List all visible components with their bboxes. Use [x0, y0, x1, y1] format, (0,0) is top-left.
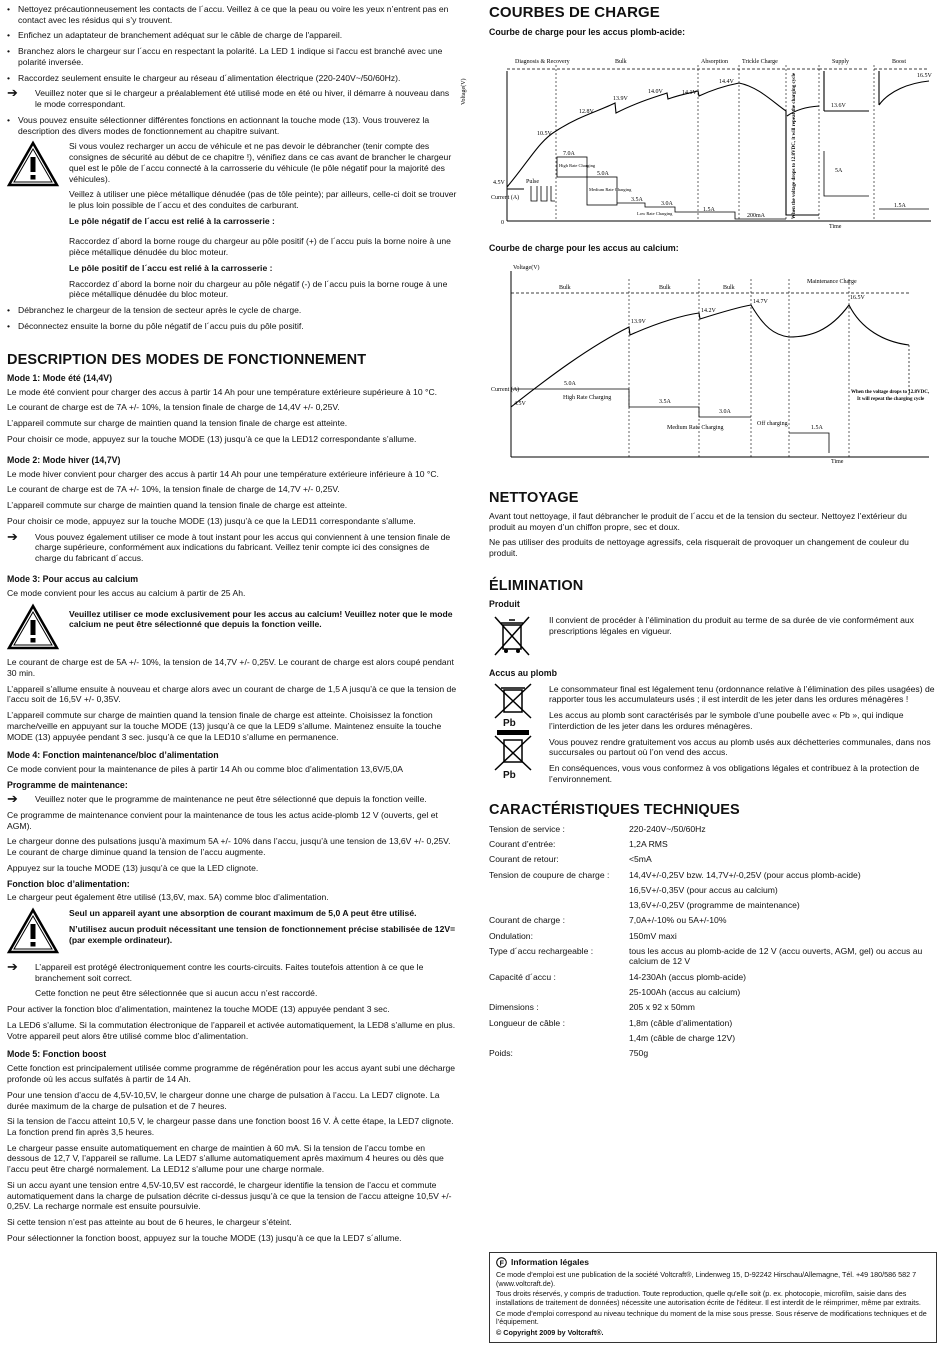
paragraph: Cette fonction est principalement utilisée comme programme de régénération pour les accus ayant subi une décharge profonde où les accus sulfatés à partir de 14 Ah. [7, 1063, 456, 1085]
spec-value: 1,8m (câble d’alimentation) [629, 1017, 733, 1028]
phase-label: Bulk [723, 284, 735, 291]
list-item: • Vous pouvez ensuite sélectionner différentes fonctions en actionnant la touche mode (13). Vous trouverez la description des divers modes de fonctionnement au chapitre suivant. [7, 115, 458, 136]
spec-label: Tension de coupure de charge : [489, 869, 610, 880]
paragraph: L’appareil s’allume ensuite à nouveau et charge alors avec un courant de charge de 1,5 A jusqu’à ce que la tension de l’accu soit de 16,5V +/- 0,35V. [7, 683, 457, 705]
spec-value: 13,6V+/-0,25V (programme de maintenance) [629, 900, 800, 911]
current-label: 7.0A [563, 150, 575, 157]
warning-icon [7, 908, 59, 957]
list-item: • Déconnectez ensuite la borne du pôle négatif de l´accu puis du pôle positif. [7, 321, 458, 332]
spec-label [489, 1033, 629, 1043]
paragraph: Pour une tension d’accu de 4,5V-10,5V, le chargeur donne une charge de pulsation à l’accu. La LED7 clignote. La durée maximum de la charge de pulsation et de 7 heures. [7, 1089, 440, 1111]
calcium-charge-chart [489, 257, 935, 465]
voltage-label: 10.5V [537, 130, 552, 137]
section-title: CARACTÉRISTIQUES TECHNIQUES [489, 802, 740, 819]
svg-text:F: F [499, 1260, 504, 1268]
info-f-icon [496, 1257, 507, 1268]
mode-title: Mode 3: Pour accus au calcium [7, 573, 139, 584]
spec-value: tous les accus au plomb-acide de 12 V (accu ouverts, AGM, gel) ou accus au calcium de 12 V [629, 946, 923, 967]
paragraph: Pour choisir ce mode, appuyez sur la touche MODE (13) jusqu’à ce que la LED11 correspondante s’allume. [7, 515, 416, 526]
spec-label: Courant de charge : [489, 915, 565, 926]
paragraph: Le courant de charge est de 5A +/- 10%, la tension de 14,7V +/- 0,25V. Le courant de charge est alors coupé pendant 30 min. [7, 657, 454, 678]
paragraph: Appuyez sur la touche MODE (13) jusqu’à ce que la LED clignote. [7, 862, 259, 873]
current-label: 1.5A [811, 424, 823, 431]
section-title: COURBES DE CHARGE [489, 4, 660, 21]
spec-value: 16,5V+/-0,35V (pour accus au calcium) [629, 884, 778, 895]
repeat-note: When the voltage drops to 12.8VDC, it will repeat the charging cycle [792, 72, 797, 219]
x-axis-label: Time [831, 458, 844, 465]
spec-value: <5mA [629, 854, 652, 865]
y-axis-label: Voltage(V) [513, 264, 540, 271]
paragraph: Avant tout nettoyage, il faut débrancher le produit de l´accu et de la tension du secteur. Nettoyez l’extérieur du produit au moyen d’un chiffon propre, sec et doux. [489, 510, 907, 532]
mode-title: Mode 2: Mode hiver (14,7V) [7, 454, 121, 465]
spec-label [489, 885, 629, 895]
section-title: DESCRIPTION DES MODES DE FONCTIONNEMENT [7, 351, 367, 368]
phase-label: Boost [892, 58, 907, 65]
spec-label: Ondulation: [489, 930, 533, 941]
paragraph: Le mode hiver convient pour charger des accus à partir 14 Ah pour une température extérieure inférieure à 10 °C. [7, 468, 439, 479]
paragraph: Pour choisir ce mode, appuyez sur la touche MODE (13) jusqu’à ce que la LED12 correspondante s’allume. [7, 433, 417, 444]
current-label: 5.0A [564, 380, 576, 387]
spec-table [489, 824, 935, 1059]
spec-value: 150mV maxi [629, 930, 677, 941]
origin-label: 0 [501, 219, 504, 226]
paragraph: Si cette tension n’est pas atteinte au bout de 6 heures, le chargeur s’éteint. [7, 1217, 292, 1228]
warning-text: Veuillez utiliser ce mode exclusivement pour les accus au calcium! Veuillez noter que le mode calcium ne peut être sélectionné que depuis la fonction veille. [69, 608, 453, 630]
phase-label: Bulk [615, 58, 627, 65]
list-item: • Nettoyez précautionneusement les contacts de l´accu. Veillez à ce que la peau ou voire les yeux n’entrent pas en contact avec les résidus qui s’y trouvent. [7, 4, 458, 25]
current-label: 200mA [747, 212, 765, 219]
paragraph: Cette fonction ne peut être sélectionnée que si aucun accu n’est raccordé. [35, 988, 318, 999]
spec-label: Type d´accu rechargeable : [489, 946, 594, 957]
pb-label: Pb [503, 718, 516, 730]
spec-label: Poids: [489, 1048, 513, 1059]
paragraph: Le chargeur donne des pulsations jusqu’à maximum 5A +/- 10% dans l’accu, jusqu’à une tension de 13,6V +/- 0,25V. Le courant de charge diminue quand la tension de l’accu augmente. [7, 836, 451, 858]
crossed-bin-icon [489, 613, 539, 662]
rate-label: Medium Rate Charging [589, 186, 632, 192]
paragraph: L’appareil commute sur charge de maintien quand la tension finale de charge est atteinte. [7, 418, 348, 429]
y-axis-label: Voltage(V) [461, 78, 467, 105]
list-item: • Débranchez le chargeur de la tension de secteur après le cycle de charge. [7, 305, 458, 316]
voltage-label: 14.4V [719, 78, 734, 85]
warning-block [7, 908, 458, 957]
current-axis-label: Current (A) [491, 194, 520, 201]
current-label: 5.0A [597, 170, 609, 177]
spec-label: Longueur de câble : [489, 1017, 565, 1028]
paragraph: Tous droits réservés, y compris de traduction. Toute reproduction, quelle qu'elle soit (p. ex. photocopie, microfilm, saisie dans des installations de traitement de données) nécessite une autorisation écrite de l'éditeur. Il est interdit de le réimprimer, même par extraits. [496, 1289, 921, 1307]
spec-label: Tension de service : [489, 823, 565, 834]
spec-value: 14-230Ah (accus plomb-acide) [629, 971, 747, 982]
current-label: 5A [835, 167, 843, 174]
paragraph: Ce mode d’emploi est une publication de la société Voltcraft®, Lindenweg 15, D-92242 Hirschau/Allemagne, Tél. +49 180/586 582 7 (www.voltcraft.de). [496, 1270, 917, 1288]
section-title: ÉLIMINATION [489, 577, 584, 594]
paragraph: Ce mode convient pour la maintenance de piles à partir 14 Ah ou comme bloc d’alimentation 13,6V/5,0A [7, 764, 404, 775]
phase-label: Absorption [701, 58, 728, 65]
note-text: L’appareil est protégé électroniquement contre les courts-circuits. Faites toutefois attention à ce que le branchement soit correct. [35, 961, 424, 983]
subheading: Accus au plomb [489, 667, 557, 678]
paragraph: Le chargeur passe ensuite automatiquement en charge de maintien à 60 mA. Si la tension de l’accu tombe en dessous de 12,7 V, l’appareil se rallume. La LED7 s’allume automatiquement après maximum 4 heures ou dès que l’accu peut être chargé normalement. La LED12 s’allume pour une charge normale. [7, 1142, 444, 1175]
paragraph: Le mode été convient pour charger des accus à partir 14 Ah pour une température extérieure supérieure à 10 °C. [7, 386, 438, 397]
spec-label: Courant de retour: [489, 854, 559, 865]
list-item: • Raccordez seulement ensuite le chargeur au réseau d´alimentation électrique (220-240V~/50/60Hz). [7, 73, 458, 84]
paragraph: Ce mode d’emploi correspond au niveau technique du moment de la mise sous presse. Sous réserve de modifications techniques et de l’équipement. [496, 1308, 927, 1327]
spec-label [489, 987, 629, 997]
spec-value: 1,4m (câble de charge 12V) [629, 1032, 736, 1043]
current-label: 1.5A [894, 202, 906, 209]
current-label: 3.0A [719, 408, 731, 415]
subheading: Programme de maintenance: [7, 780, 128, 791]
note [7, 958, 458, 983]
paragraph: Raccordez d´abord la borne rouge du chargeur au pôle positif (+) de l´accu puis la borne noire à une pièce métallique dénudée du bloc moteur. [69, 236, 451, 258]
right-column [461, 4, 935, 1059]
spec-label: Dimensions : [489, 1002, 539, 1013]
rate-label: Off charging [757, 420, 788, 427]
legal-title: Information légales [511, 1257, 589, 1268]
current-label: 3.5A [631, 196, 643, 203]
voltage-label: 16.5V [917, 72, 932, 79]
current-label: 3.5A [659, 398, 671, 405]
arrow-icon: ➔ [7, 958, 18, 974]
warning-icon [7, 604, 59, 653]
current-label: 1.5A [703, 206, 715, 213]
phase-label: Diagnosis & Recovery [515, 58, 570, 65]
paragraph: Le consommateur final est légalement tenu (ordonnance relative à l’élimination des piles usagées) de rapporter tous les accumulateurs usés ; il est interdit de les jeter dans les ordures ménagères ! [549, 683, 935, 705]
paragraph: Vous pouvez rendre gratuitement vos accus au plomb usés aux déchetteries communales, dans nos succursales ou partout où l’on vend des accus. [549, 736, 931, 758]
spec-value: 205 x 92 x 50mm [629, 1002, 695, 1013]
paragraph: La LED6 s’allume. Si la commutation électronique de l’appareil et activée automatiquement, la LED8 s’allume en plus. Votre appareil peut alors être utilisé comme bloc d’alimentation. [7, 1019, 456, 1041]
paragraph: En conséquences, vous vous conformez à vos obligations légales et contribuez à la protection de l’environnement. [549, 763, 920, 784]
legal-box [489, 1252, 937, 1343]
voltage-label: 16.5V [850, 294, 865, 301]
note [7, 85, 458, 110]
spec-value: 220-240V~/50/60Hz [629, 823, 706, 834]
rate-label: Low Rate Charging [637, 210, 673, 216]
note-text: Vous pouvez également utiliser ce mode à tout instant pour les accus qui conviennent à une tension finale de charge supérieure, conformément aux indications du fabricant. Veillez tenir compte ici des consignes de charge du fabricant d´accus. [35, 531, 451, 564]
list-item: • Enfichez un adaptateur de branchement adéquat sur le câble de charge de l'appareil. [7, 30, 458, 41]
repeat-note: When the voltage drops to 12.8VDC, [851, 389, 930, 395]
spec-label: Capacité d´accu : [489, 971, 556, 982]
spec-label: Courant d’entrée: [489, 838, 556, 849]
paragraph: Ce programme de maintenance convient pour la maintenance de tous les actus acide-plomb 12 V (ouverts, gel et AGM). [7, 809, 438, 831]
paragraph: Raccordez d´abord la borne noir du chargeur au pôle négatif (-) de l´accu puis la borne rouge à une pièce métallique dénudée du bloc moteur. [69, 278, 448, 300]
paragraph: Le courant de charge est de 7A +/- 10%, la tension finale de charge de 14,4V +/- 0,25V. [7, 402, 340, 413]
paragraph: Si un accu ayant une tension entre 4,5V-10,5V est raccordé, le chargeur identifie la tension de l’accu et commute automatiquement dans la charge de pulsation décrite ci-dessus jusqu’à ce que la tension de l’accu atteigne 10,5V +/- 0,25V. La recharge normale est ensuite poursuivie. [7, 1179, 452, 1212]
warning-text: Veillez à utiliser une pièce métallique dénudée (pas de tôle peinte); par ailleurs, celle-ci doit se trouver le plus loin possible de l´accu et des conduites de carburant. [69, 189, 457, 211]
list-item: • Branchez alors le chargeur sur l´accu en respectant la polarité. La LED 1 indique si l'accu est branché avec une polarité inversée. [7, 46, 458, 67]
current-label: 3.0A [661, 200, 673, 207]
paragraph: Pour sélectionner la fonction boost, appuyez sur la touche MODE (13) jusqu’à ce que la LED7 s´allume. [7, 1232, 402, 1243]
lead-acid-charge-chart [461, 41, 935, 231]
voltage-label: 12.8V [579, 108, 594, 115]
note [7, 791, 458, 807]
spec-value: 1,2A RMS [629, 838, 668, 849]
mode-title: Mode 5: Fonction boost [7, 1049, 107, 1060]
pulse-label: Pulse [526, 178, 540, 185]
pb-label: Pb [503, 770, 516, 782]
arrow-icon: ➔ [7, 528, 18, 544]
paragraph: Il convient de procéder à l’élimination du produit au terme de sa durée de vie conformément aux prescriptions légales en vigueur. [549, 614, 914, 636]
warning-icon [7, 141, 59, 231]
spec-value: 14,4V+/-0,25V bzw. 14,7V+/-0,25V (pour accus plomb-acide) [629, 869, 861, 880]
rate-label: High Rate Charging [563, 394, 612, 401]
rate-label: High Rate Charging [559, 162, 596, 168]
phase-label: Trickle Charge [742, 58, 778, 65]
paragraph: L’appareil commute sur charge de maintien quand la tension finale de charge est atteinte. Choisissez la fonction marche/veille en appuyant sur la touche MODE (13) jusqu’à ce que la LED9 s’allume. Maintenez ensuite la touche MODE (13) appuyée pendant 3 sec. jusqu’à ce que la LED10 s’allume en permanence. [7, 710, 442, 742]
section-title: NETTOYAGE [489, 489, 579, 506]
subheading: Fonction bloc d’alimentation: [7, 878, 130, 889]
voltage-label: 13.9V [613, 95, 628, 102]
mode-title: Mode 1: Mode été (14,4V) [7, 372, 113, 383]
warning-text: Seul un appareil ayant une absorption de courant maximum de 5,0 A peut être utilisé. [69, 908, 417, 919]
disposal-lead-batteries [489, 682, 935, 790]
subheading: Le pôle négatif de l´accu est relié à la carrosserie : [69, 215, 275, 226]
paragraph: Si la tension de l’accu atteint 10,5 V, le chargeur passe dans une fonction boost 16 V. À cette étape, la LED7 clignote. La fonction prend fin après 3,5 heures. [7, 1116, 454, 1138]
phase-label: Supply [832, 58, 850, 65]
spec-value: 750g [629, 1048, 649, 1059]
warning-block [7, 141, 458, 231]
warning-text: Si vous voulez recharger un accu de véhicule et ne pas devoir le débrancher (tenir compte des consignes de sécurité au début de ce chapitre !), vénifiez dans ce cas avant de brancher le chargeur quel est le pôle de l´accu connecté à la carrosserie du véhicule (le pôle négatif pour la majorité des véhicules). [69, 141, 452, 184]
paragraph: Ce mode convient pour les accus au calcium à partir de 25 Ah. [7, 587, 246, 598]
paragraph: Pour activer la fonction bloc d’alimentation, maintenez la touche MODE (13) appuyée pendant 3 sec. [7, 1004, 390, 1015]
rate-label: Medium Rate Charging [667, 424, 724, 431]
voltage-label: 14.7V [753, 298, 768, 305]
subheading: Le pôle positif de l´accu est relié à la carrosserie : [69, 262, 273, 273]
voltage-label: 4.5V [514, 400, 526, 407]
note-text: Veuillez noter que si le chargeur a préalablement été utilisé mode en été ou hiver, il démarre à nouveau dans le mode correspondant. [35, 88, 450, 110]
paragraph: Ne pas utiliser des produits de nettoyage agressifs, cela risquerait de provoquer un changement de couleur du produit. [489, 537, 909, 559]
arrow-icon: ➔ [7, 85, 18, 101]
spec-label [489, 900, 629, 910]
phase-label: Maintenance Charge [807, 278, 857, 285]
subheading: Produit [489, 598, 520, 609]
note [7, 528, 458, 564]
left-column [7, 4, 458, 1249]
phase-label: Bulk [559, 284, 571, 291]
voltage-label: 13.6V [831, 102, 846, 109]
disposal-product [489, 613, 935, 662]
voltage-label: 14.1V [682, 89, 697, 96]
current-axis-label: Current (A) [491, 386, 520, 393]
chart-title: Courbe de charge pour les accus plomb-acide: [489, 26, 686, 37]
note-text: Veuillez noter que le programme de maintenance ne peut être sélectionné que depuis la fonction veille. [35, 794, 427, 805]
lead-bin-icon [489, 682, 537, 782]
repeat-note: It will repeat the charging cycle [857, 396, 925, 402]
mode-title: Mode 4: Fonction maintenance/bloc d’alimentation [7, 750, 219, 761]
voltage-label: 13.9V [631, 318, 646, 325]
spec-value: 25-100Ah (accus au calcium) [629, 987, 741, 998]
paragraph: Le courant de charge est de 7A +/- 10%, la tension finale de charge de 14,7V +/- 0,25V. [7, 484, 340, 495]
warning-block [7, 604, 458, 653]
voltage-label: 14.0V [648, 88, 663, 95]
chart-title: Courbe de charge pour les accus au calcium: [489, 242, 679, 253]
arrow-icon: ➔ [7, 791, 18, 807]
spec-value: 7,0A+/-10% ou 5A+/-10% [629, 915, 727, 926]
voltage-label: 4.5V [493, 179, 505, 186]
x-axis-label: Time [829, 223, 842, 230]
paragraph: Les accus au plomb sont caractérisés par le symbole d’une poubelle avec « Pb », qui indique l’interdiction de les jeter dans les ordures ménagères. [549, 710, 904, 731]
voltage-label: 14.2V [701, 307, 716, 314]
warning-text: N’utilisez aucun produit nécessitant une tension de fonctionnement précise stabilisée de 12V= (par exemple ordinateur). [69, 923, 456, 945]
paragraph: Le chargeur peut également être utilisé (13,6V, max. 5A) comme bloc d’alimentation. [7, 892, 329, 903]
paragraph: L’appareil commute sur charge de maintien quand la tension finale de charge est atteinte. [7, 500, 348, 511]
copyright: © Copyright 2009 by Voltcraft®. [496, 1327, 604, 1337]
phase-label: Bulk [659, 284, 671, 291]
